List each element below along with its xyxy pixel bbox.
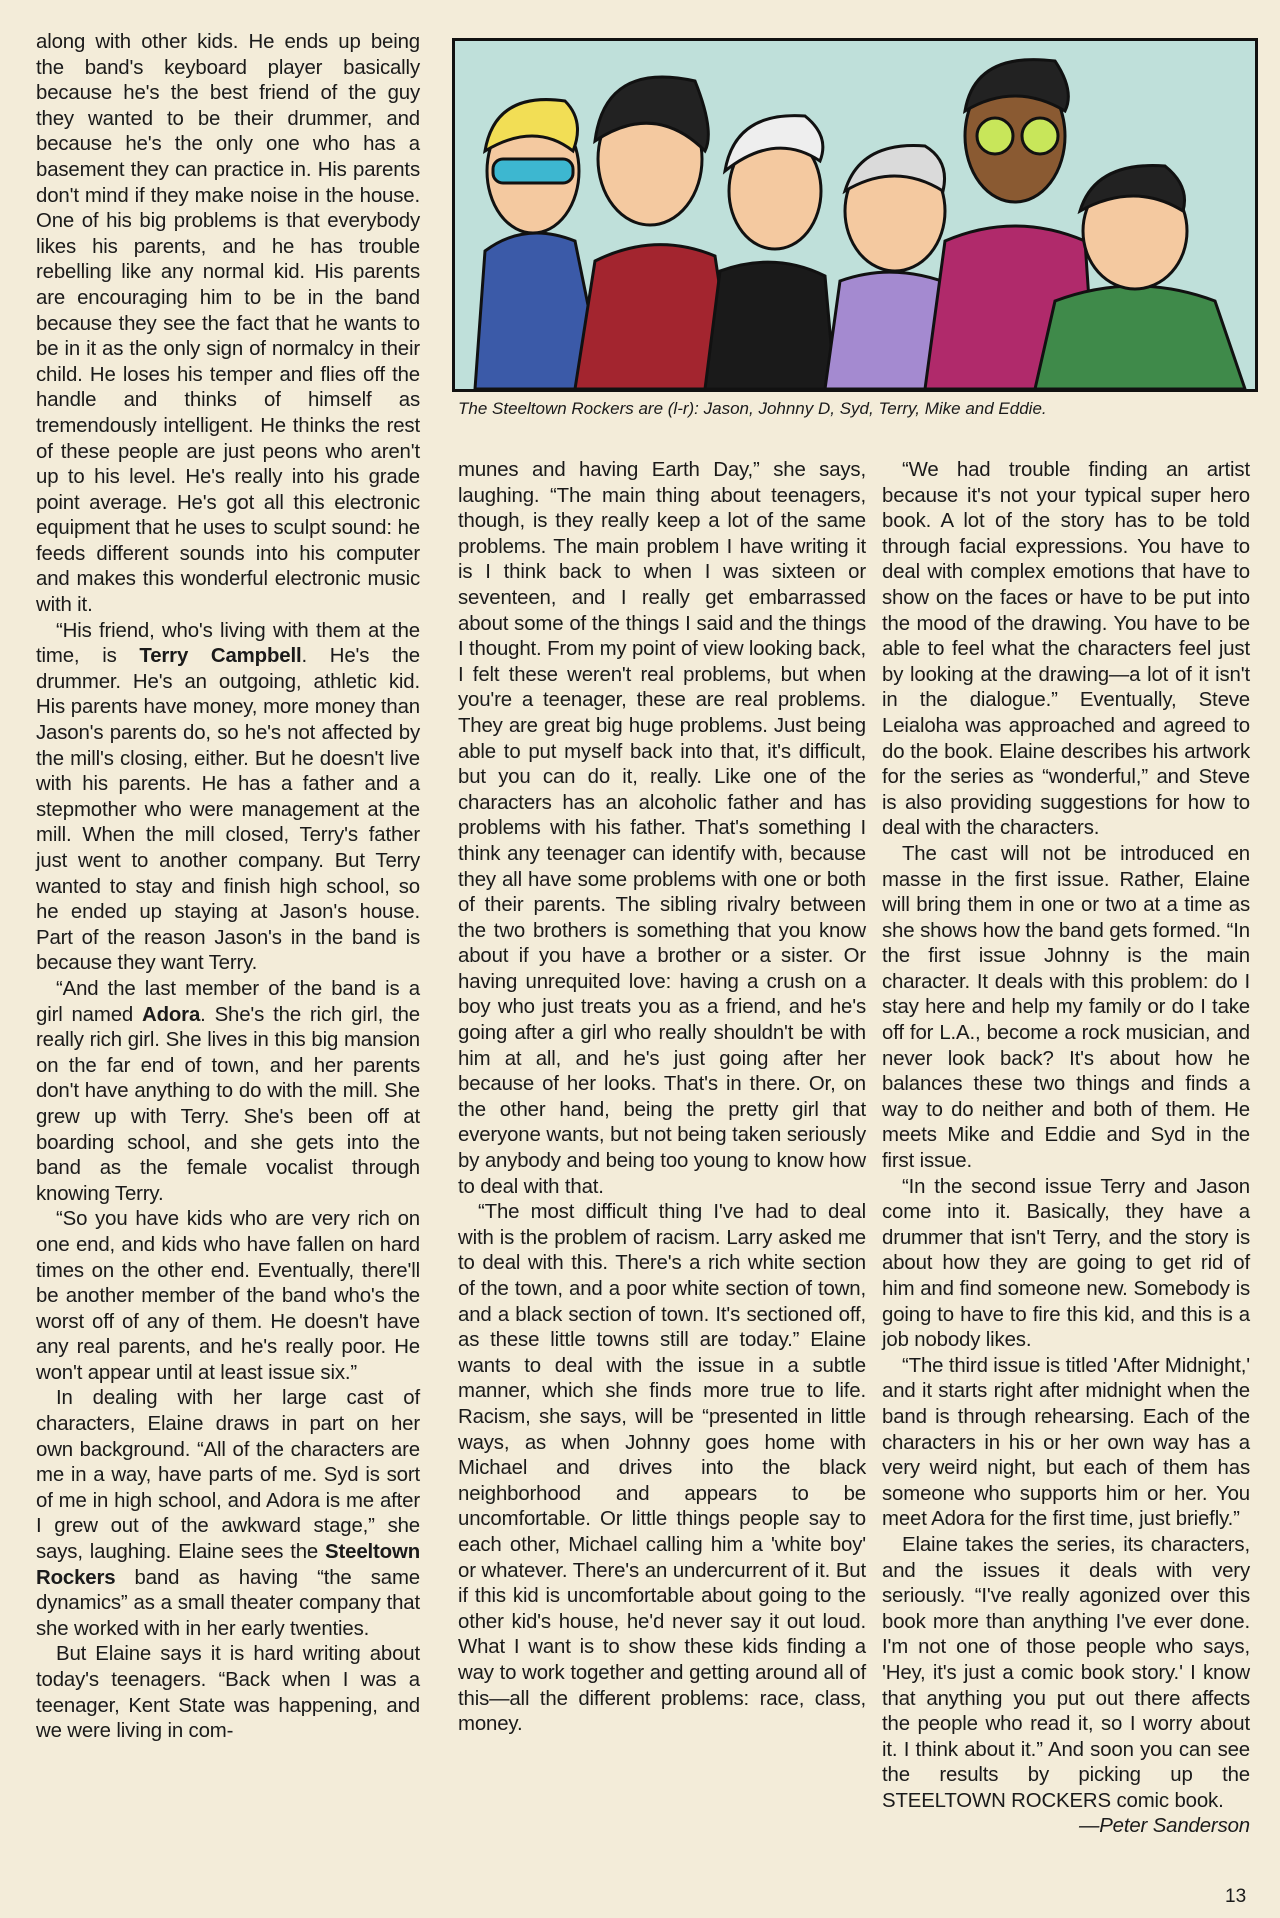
illustration-caption: The Steeltown Rockers are (l-r): Jason, Johnny D, Syd, Terry, Mike and Eddie. — [458, 399, 1047, 418]
band-drawing — [455, 41, 1255, 389]
text-run: “His friend, who's living with them at the time, is — [36, 619, 420, 668]
article-column-2 — [458, 458, 866, 1738]
paragraph: “We had trouble finding an artist because it's not your typical super hero book. A lot of the story has to be told through facial expressions. You have to deal with complex emotions that have to show on the faces or have to be put into the mood of the drawing. You have to be able to feel what the characters feel just by looking at the drawing—a lot of it isn't in the dialogue.” Eventually, Steve Leialoha was approached and agreed to do the book. Elaine describes his artwork for the series as “wonderful,” and Steve is also providing suggestions for how to deal with the characters. — [882, 459, 1250, 840]
page-number: 13 — [1225, 1886, 1247, 1907]
paragraph: along with other kids. He ends up being the band's keyboard player basically because he's the best friend of the guy they wanted to be their drummer, and because he's the only one who has a basement they can practice in. His parents don't mind if they make noise in the house. One of his big problems is that everybody likes his parents, and he has trouble rebelling like any normal kid. His parents are encouraging him to be in the band because they see the fact that he wants to be in it as the only sign of normalcy in their child. He loses his temper and flies off the handle and thinks of himself as tremendously intelligent. He thinks the rest of these people are just peons who aren't up to his level. He's really into his grade point average. He's got all this electronic equipment that he uses to sculpt sound: he feeds different sounds into his computer and makes this wonderful electronic music with it. — [36, 31, 420, 617]
text-run: band as having “the same dynamics” as a small theater company that she worked with in her early twenties. — [36, 1566, 420, 1640]
paragraph — [36, 619, 420, 977]
paragraph: munes and having Earth Day,” she says, laughing. “The main thing about teenagers, though, is they really keep a lot of the same problems. The main problem I have writing it is I think back to when I was sixteen or seventeen, and I really get embarrassed about some of the things I said and the things I thought. From my point of view looking back, I felt these weren't real problems, but when you're a teenager, these are real problems. They are great big huge problems. Just being able to put myself back into that, it's difficult, but you can do it, really. Like one of the characters has an alcoholic father and has problems with his father. That's something I think any teenager can identify with, because they all have some problems with one or both of their parents. The sibling rivalry between the two brothers is something that you know about if you have a brother or a sister. Or having unrequited love: having a crush on a boy who just treats you as a friend, and he's going after a girl who really shouldn't be with him at all, and he's just going after her because of her looks. That's in there. Or, on the other hand, being the pretty girl that everyone wants, but not being taken seriously by anybody and being too young to know how to deal with that. — [458, 459, 866, 1198]
paragraph: “In the second issue Terry and Jason come into it. Basically, they have a drummer that isn't Terry, and the story is about how they are going to get rid of him and find someone new. Somebody is going to have to fire this kid, and this is a job nobody likes. — [882, 1175, 1250, 1352]
paragraph: “The third issue is titled 'After Midnight,' and it starts right after midnight when the band is through rehearsing. Each of the characters in his or her own way has a very weird night, but each of them has someone who supports him or her. You meet Adora for the first time, just briefly.” — [882, 1354, 1250, 1531]
paragraph: But Elaine says it is hard writing about today's teenagers. “Back when I was a teenager, Kent State was happening, and we were living in com- — [36, 1643, 420, 1743]
text-run: In dealing with her large cast of characters, Elaine draws in part on her own background. “All of the characters are me in a way, have parts of me. Syd is sort of me in high school, and Adora is me after I grew out of the awkward stage,” she says, laughing. Elaine sees the — [36, 1387, 420, 1564]
paragraph: “So you have kids who are very rich on one end, and kids who have fallen on hard times on the other end. Eventually, there'll be another member of the band who's the worst off of any of them. He doesn't have any real parents, and he's really poor. He won't appear until at least issue six.” — [36, 1208, 420, 1384]
character-name: Adora — [142, 1003, 201, 1026]
paragraph: The cast will not be introduced en masse in the first issue. Rather, Elaine will bring them in one or two at a time as she shows how the band gets formed. “In the first issue Johnny is the main character. It deals with this problem: do I stay here and help my family or do I take off for L.A., become a rock musician, and never look back? It's about how he balances these two things and finds a way to do neither and both of them. He meets Mike and Eddie and Syd in the first issue. — [882, 842, 1250, 1173]
article-column-3 — [882, 458, 1250, 1840]
character-name: Terry Campbell — [139, 645, 302, 668]
band-illustration — [452, 38, 1258, 392]
paragraph: Elaine takes the series, its characters, and the issues it deals with very seriously. “I've really agonized over this book more than anything I've ever done. I'm not one of those people who says, 'Hey, it's just a comic book story.' I know that anything you put out there affects the people who read it, so I worry about it. I think about it.” And soon you can see the results by picking up the STEELTOWN ROCKERS comic book. — [882, 1533, 1250, 1812]
text-run: . He's the drummer. He's an outgoing, athletic kid. His parents have money, more money than Jason's parents do, so he's not affected by the mill's closing, either. But he doesn't live with his parents. He has a father and a stepmother who were management at the mill. When the mill closed, Terry's father just went to another company. But Terry wanted to stay and finish high school, so he ended up staying at Jason's house. Part of the reason Jason's in the band is because they want Terry. — [36, 645, 420, 975]
article-column-1 — [36, 30, 420, 1745]
text-run: “And the last member of the band is a girl named — [36, 977, 420, 1026]
author-signature: —Peter Sanderson — [1078, 1815, 1250, 1838]
band-name: Steeltown Rockers — [36, 1541, 420, 1589]
paragraph — [36, 1386, 420, 1642]
paragraph — [36, 977, 420, 1207]
paragraph: “The most difficult thing I've had to deal with is the problem of racism. Larry asked me to deal with this. There's a rich white section of the town, and a poor white section of town, and a black section of town. It's sectioned off, as these little towns still are today.” Elaine wants to deal with the issue in a subtle manner, which she finds more true to life. Racism, she says, will be “presented in little ways, as when Johnny goes home with Michael and drives into the black neighborhood and appears to be uncomfortable. Or little things people say to each other, Michael calling him a 'white boy' or whatever. There's an undercurrent of it. But if this kid is uncomfortable about going to the other kid's house, he'd never say it out loud. What I want is to show these kids finding a way to work together and getting around all of this—all the different problems: race, class, money. — [458, 1201, 866, 1736]
text-run: . She's the rich girl, the really rich girl. She lives in this big mansion on the far end of town, and her parents don't have anything to do with the mill. She grew up with Terry. She's been off at boarding school, and she gets into the band as the female vocalist through knowing Terry. — [36, 1003, 420, 1205]
